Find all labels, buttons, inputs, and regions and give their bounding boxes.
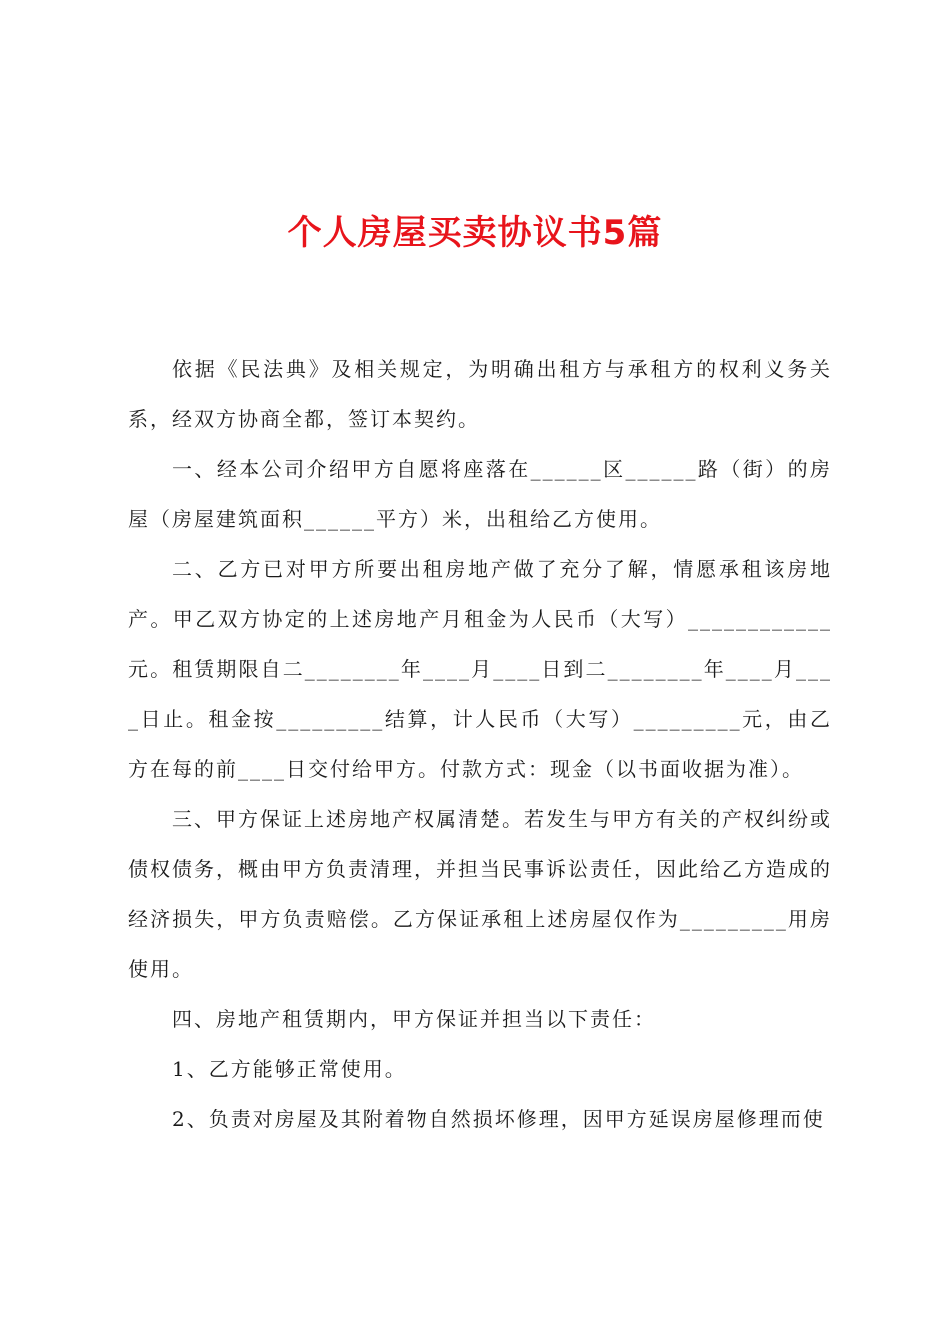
paragraph-clause-4: 四、房地产租赁期内，甲方保证并担当以下责任： [172,1007,656,1031]
paragraph-clause-2: 二、乙方已对甲方所要出租房地产做了充分了解，情愿承租该房地产。甲乙双方协定的上述房地产月租金为人民币（大写）____________元。租赁期限自二________年____月____日到二________年____月____日止。租金按_________结算，计人民币（大写）_________元，由乙方在每的前____日交付给甲方。付款方式：现金（以书面收据为准）。 [128,557,832,781]
paragraph-item-1: 1、乙方能够正常使用。 [172,1057,407,1081]
paragraph-clause-1: 一、经本公司介绍甲方自愿将座落在______区______路（街）的房屋（房屋建筑面积______平方）米，出租给乙方使用。 [128,457,832,531]
document-body [128,344,832,1144]
paragraph-clause-3: 三、甲方保证上述房地产权属清楚。若发生与甲方有关的产权纠纷或债权债务，概由甲方负责清理，并担当民事诉讼责任，因此给乙方造成的经济损失，甲方负责赔偿。乙方保证承租上述房屋仅作为_________用房使用。 [128,807,832,981]
document-title: 个人房屋买卖协议书5篇 [287,213,663,253]
paragraph-intro: 依据《民法典》及相关规定，为明确出租方与承租方的权利义务关系，经双方协商全都，签订本契约。 [128,357,832,431]
paragraph-item-2: 2、负责对房屋及其附着物自然损坏修理，因甲方延误房屋修理而使 [172,1107,825,1131]
